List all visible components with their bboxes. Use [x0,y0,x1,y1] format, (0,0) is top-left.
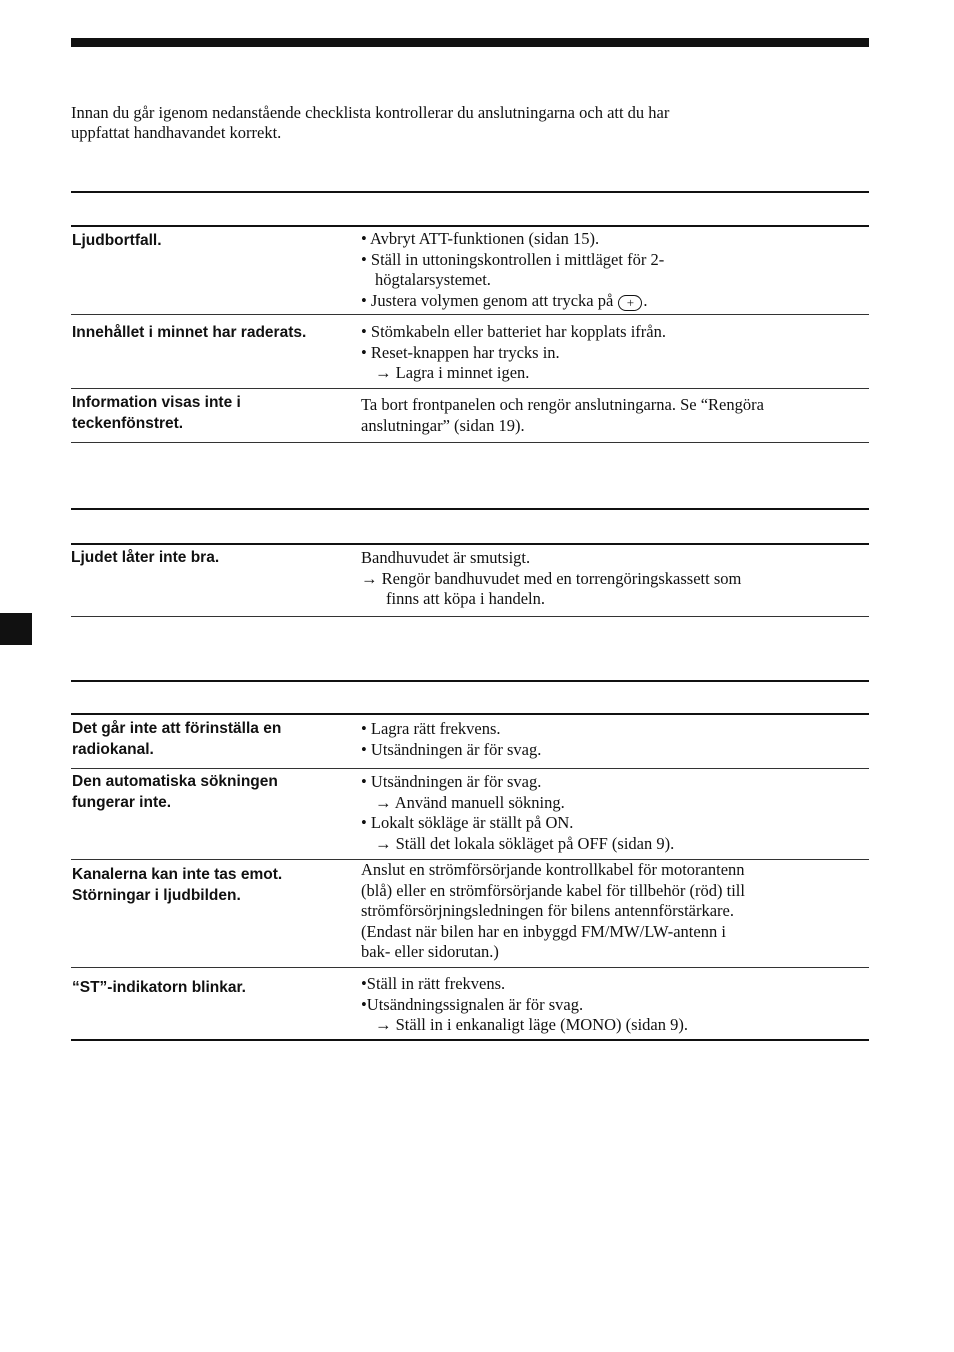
problem-label [72,718,357,760]
plus-button-icon: + [618,295,642,311]
top-bar [71,38,869,47]
solution-line: •Ställ in rätt frekvens. [361,974,506,993]
solution-text [361,860,866,963]
side-tab-marker [0,613,32,645]
problem-line: Det går inte att förinställa en [72,720,282,737]
solution-line: (blå) eller en strömförsörjande kabel för tillbehör (röd) till [361,880,745,900]
intro-paragraph [71,103,851,143]
problem-label [72,864,357,906]
solution-text [361,548,866,610]
problem-label [72,392,357,434]
section-rule [71,508,869,510]
solution-line: → Ställ in i enkanaligt läge (MONO) (sidan 9). [375,1015,688,1034]
row-divider [71,388,869,389]
table-bottom-rule [71,1039,869,1041]
solution-line: Ta bort frontpanelen och rengör anslutningarna. Se “Rengöra [361,395,764,414]
solution-line: • Utsändningen är för svag. [361,772,542,791]
problem-line: Kanalerna kan inte tas emot. [72,866,283,883]
solution-line: bak- eller sidorutan.) [361,942,499,961]
solution-line: finns att köpa i handeln. [386,589,546,608]
problem-label: Ljudbortfall. [72,232,162,249]
solution-line: anslutningar” (sidan 19). [361,415,525,435]
solution-line: Anslut en strömförsörjande kontrollkabel för motorantenn [361,860,745,879]
row-divider [71,616,869,617]
table-header-rule [71,225,869,227]
table-header-rule [71,543,869,545]
solution-line: • Utsändningen är för svag. [361,739,542,759]
solution-line: Bandhuvudet är smutsigt. [361,548,531,567]
problem-line: radiokanal. [72,741,154,758]
solution-text [361,322,866,384]
row-divider [71,967,869,968]
solution-line: • Avbryt ATT-funktionen (sidan 15). [361,229,600,248]
problem-label [72,771,357,813]
solution-text-part: . [643,290,648,310]
intro-line: uppfattat handhavandet korrekt. [71,123,282,142]
row-divider [71,442,869,443]
solution-text [361,772,866,854]
solution-line: • Reset-knappen har trycks in. [361,342,560,362]
solution-text [361,395,866,436]
problem-line: Information visas inte i [72,394,241,411]
solution-line: • Ställ in uttoningskontrollen i mittläget för 2- [361,249,665,269]
solution-line: (Endast när bilen har en inbyggd FM/MW/LW-antenn i [361,921,726,941]
problem-line: Den automatiska sökningen [72,773,278,790]
problem-line: fungerar inte. [72,794,172,811]
problem-line: teckenfönstret. [72,415,184,432]
intro-line: Innan du går igenom nedanstående checklista kontrollerar du anslutningarna och att du har [71,103,670,122]
solution-text [361,719,866,760]
problem-label: “ST”-indikatorn blinkar. [72,979,246,996]
solution-line: → Använd manuell sökning. [375,792,565,812]
solution-line: → Lagra i minnet igen. [375,363,530,382]
solution-line: strömförsörjningsledningen för bilens antennförstärkare. [361,901,734,920]
section-rule [71,680,869,682]
solution-text [361,974,866,1036]
solution-line: • Lokalt sökläge är ställt på ON. [361,813,574,832]
solution-line: •Utsändningssignalen är för svag. [361,994,584,1014]
solution-line: • Stömkabeln eller batteriet har kopplats ifrån. [361,322,666,341]
solution-line: → Ställ det lokala sökläget på OFF (sidan 9). [375,833,675,853]
row-divider [71,314,869,315]
row-divider [71,768,869,769]
solution-text [361,229,866,311]
table-header-rule [71,713,869,715]
problem-label: Ljudet låter inte bra. [71,549,220,566]
solution-line [361,291,866,312]
problem-label: Innehållet i minnet har raderats. [72,324,307,341]
solution-line: → Rengör bandhuvudet med en torrengöringskassett som [361,568,742,588]
solution-line: • Lagra rätt frekvens. [361,719,501,738]
solution-text-part: • Justera volymen genom att trycka på [361,290,614,310]
problem-line: Störningar i ljudbilden. [72,887,241,904]
solution-line: högtalarsystemet. [375,270,491,289]
section-rule [71,191,869,193]
